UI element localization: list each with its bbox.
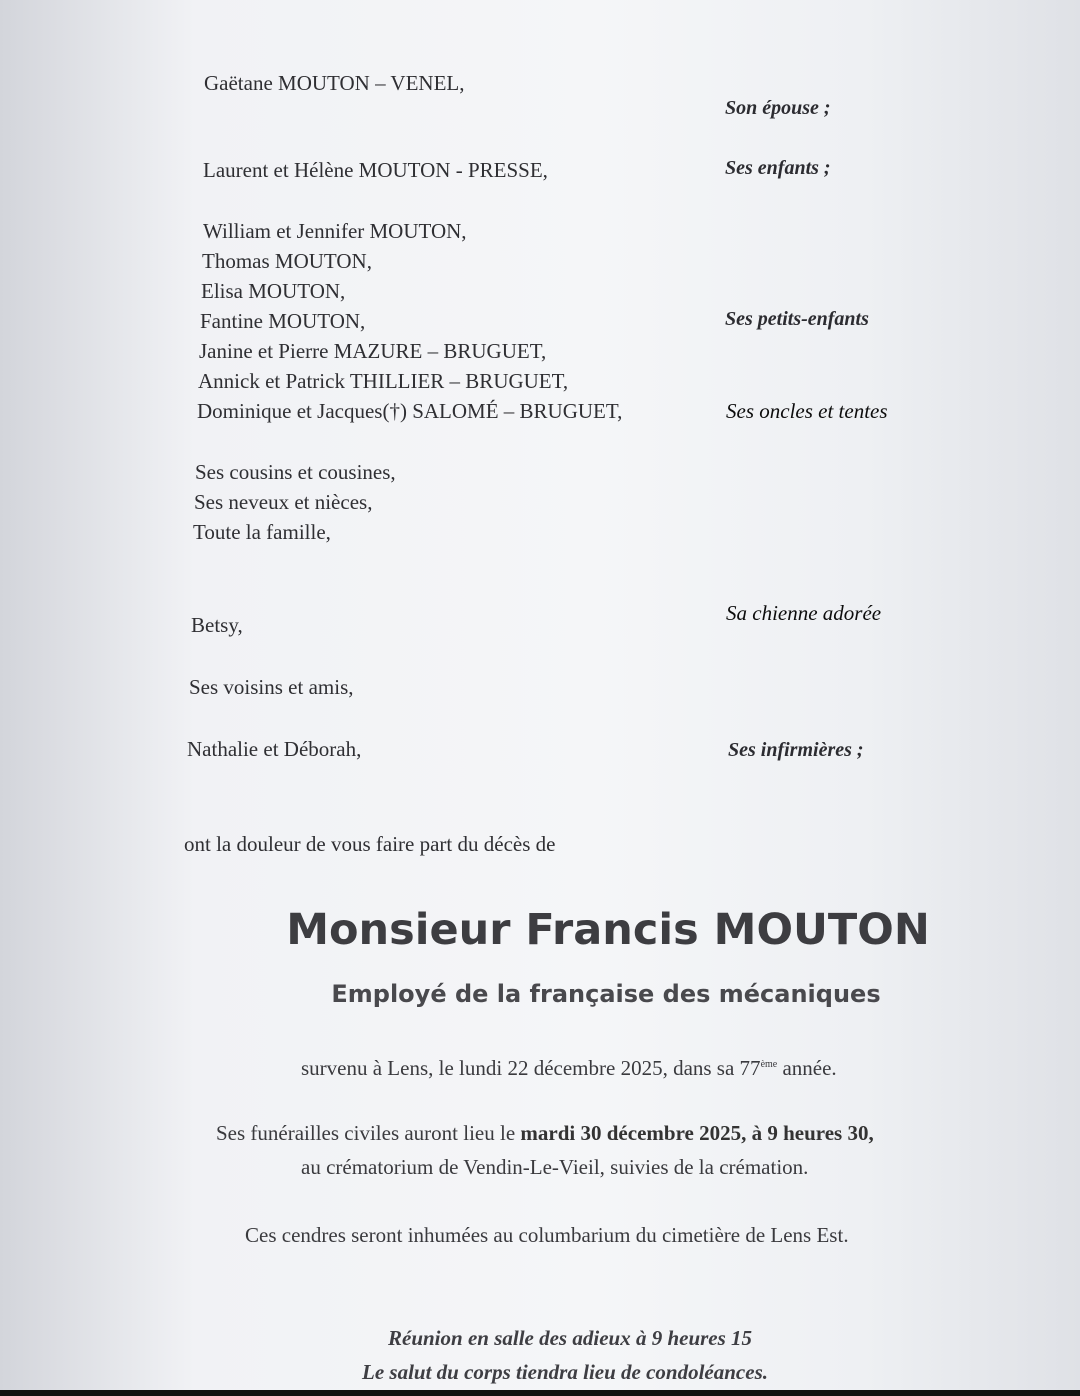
dog-role: Sa chienne adorée xyxy=(726,601,882,625)
children-name: Laurent et Hélène MOUTON - PRESSE, xyxy=(203,158,548,182)
aunt-uncle-line: Annick et Patrick THILLIER – BRUGUET, xyxy=(198,369,569,393)
grandchild-line: Fantine MOUTON, xyxy=(200,309,366,333)
other-family-line: Ses neveux et nièces, xyxy=(194,490,373,514)
other-family-line: Toute la famille, xyxy=(193,520,331,544)
bottom-edge xyxy=(0,1390,1080,1396)
ashes-line: Ces cendres seront inhumées au columbarium du cimetière de Lens Est. xyxy=(245,1223,849,1247)
meeting-line: Réunion en salle des adieux à 9 heures 15 xyxy=(388,1326,753,1350)
aunts-uncles-role: Ses oncles et tentes xyxy=(726,399,888,423)
grandchild-line: Elisa MOUTON, xyxy=(201,279,346,303)
grandchildren-role: Ses petits-enfants xyxy=(725,308,869,330)
neighbors-line: Ses voisins et amis, xyxy=(189,675,354,699)
spouse-name: Gaëtane MOUTON – VENEL, xyxy=(204,71,465,95)
occupation: Employé de la française des mécaniques xyxy=(331,980,881,1008)
grandchild-line: Thomas MOUTON, xyxy=(202,249,372,273)
funeral-place-line: au crématorium de Vendin-Le-Vieil, suivies de la crémation. xyxy=(301,1155,809,1179)
children-role: Ses enfants ; xyxy=(725,157,831,179)
nurses-role: Ses infirmières ; xyxy=(728,739,864,761)
aunt-uncle-line: Dominique et Jacques(†) SALOMÉ – BRUGUET, xyxy=(197,399,623,423)
funeral-date-line: Ses funérailles civiles auront lieu le mardi 30 décembre 2025, à 9 heures 30, xyxy=(216,1121,874,1145)
announcement-intro: ont la douleur de vous faire part du décès de xyxy=(184,832,556,856)
dog-name: Betsy, xyxy=(191,613,243,637)
aunt-uncle-line: Janine et Pierre MAZURE – BRUGUET, xyxy=(199,339,547,363)
grandchild-line: William et Jennifer MOUTON, xyxy=(203,219,467,243)
other-family-line: Ses cousins et cousines, xyxy=(195,460,396,484)
spouse-role: Son épouse ; xyxy=(725,97,831,119)
nurses-name: Nathalie et Déborah, xyxy=(187,737,362,761)
death-details: survenu à Lens, le lundi 22 décembre 2025, dans sa 77ème année. xyxy=(301,1056,837,1080)
deceased-name: Monsieur Francis MOUTON xyxy=(286,905,930,955)
condolences-line: Le salut du corps tiendra lieu de condoléances. xyxy=(362,1360,768,1384)
